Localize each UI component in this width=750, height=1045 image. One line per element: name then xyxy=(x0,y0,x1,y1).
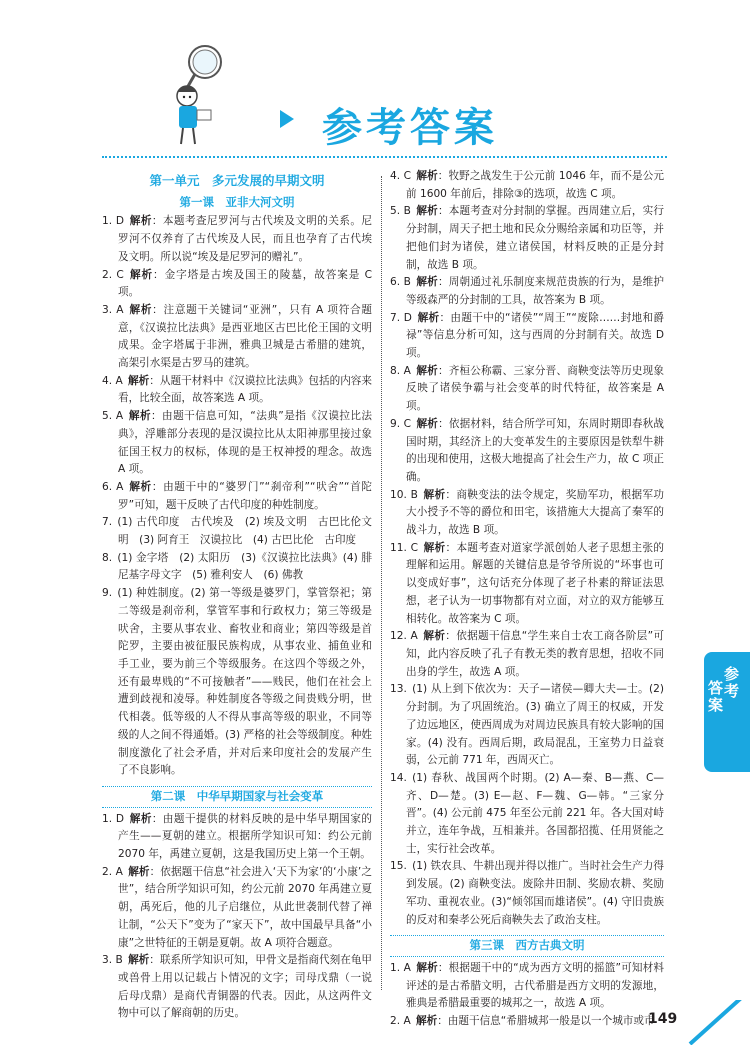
answer-number: 10. B xyxy=(390,488,418,501)
answer-number: 5. A xyxy=(102,410,124,423)
answer-text: 根据题干中的“成为西方文明的摇篮”可知材料评述的是古希腊文明，古代希腊是西方文明的发源地，雅典是希腊最重要的城邦之一，故选 A 项。 xyxy=(406,961,665,1010)
lesson-title: 第一课 亚非大河文明 xyxy=(179,194,295,209)
answer-item xyxy=(390,681,664,770)
analysis-label: 解析 xyxy=(416,417,439,430)
answer-text: 齐桓公称霸、三家分晋、商鞅变法等历史现象反映了诸侯争霸与社会变革的时代特征，故答案是 A 项。 xyxy=(406,364,665,413)
answer-item: 1. A 解析：根据题干中的“成为西方文明的摇篮”可知材料评述的是古希腊文明，古代希腊是西方文明的发源地，雅典是希腊最重要的城邦之一，故选 A 项。 xyxy=(390,961,665,1010)
answer-number: 13. xyxy=(390,683,407,696)
answer-item: 5. B 解析：本题考查对分封制的掌握。西周建立后，实行分封制，周天子把土地和民众分赐给亲属和功臣等，并把他们封为诸侯，建立诸侯国，材料反映的正是分封制，故选 B 项。 xyxy=(390,205,665,271)
answer-item: 5. A 解析：由题干信息可知，“法典”是指《汉谟拉比法典》，浮雕部分表现的是汉谟拉比从太阳神那里接过象征国王权力的权标，体现的是王权神授的理念。故选 A 项。 xyxy=(102,410,373,476)
answer-text: 由题干信息“希腊城邦一般是以一个城市或市 xyxy=(447,1015,655,1028)
answer-number: 6. A xyxy=(102,480,124,493)
analysis-label: 解析 xyxy=(416,170,438,182)
answer-number: 1. A xyxy=(390,961,411,974)
answer-item: 8. A 解析：齐桓公称霸、三家分晋、商鞅变法等历史现象反映了诸侯争霸与社会变革的时代特征，故答案是 A 项。 xyxy=(390,364,665,413)
answer-number: 9. C xyxy=(390,417,412,430)
answer-item: 3. A 解析：注意题干关键词“亚洲”，只有 A 项符合题意，《汉谟拉比法典》是西亚地区古巴比伦王国的文明成果。金字塔属于非洲，雅典卫城是古希腊的建筑，高架引水渠是古罗马的建筑。 xyxy=(102,303,372,370)
answer-number: 14. xyxy=(390,771,407,784)
answer-text: 由题干提供的材料反映的是中华早期国家的产生——夏朝的建立。根据所学知识可知：约公元前 2070 年，禹建立夏朝，这是我国历史上第一个王朝。 xyxy=(118,812,373,861)
answer-item: 3. B 解析：联系所学知识可知，甲骨文是指商代刻在龟甲或兽骨上用以记载占卜情况的文字；司母戊鼎（一说后母戊鼎）是商代青铜器的代表。因此，从这两件文物中可以了解商朝的历史。 xyxy=(102,954,373,1020)
answer-text: 注意题干关键词“亚洲”，只有 A 项符合题意，《汉谟拉比法典》是西亚地区古巴比伦王国的文明成果。金字塔属于非洲，雅典卫城是古希腊的建筑，高架引水渠是古罗马的建筑。 xyxy=(118,303,372,370)
side-tab-label: 参考 xyxy=(724,665,740,700)
answer-item: 4. C 解析：牧野之战发生于公元前 1046 年，而不是公元前 1600 年前后，排除③的选项，故选 C 项。 xyxy=(390,170,665,200)
lesson-title: 第二课 中华早期国家与社会变革 xyxy=(102,786,372,808)
column-divider xyxy=(381,176,382,990)
analysis-label: 解析 xyxy=(416,364,438,377)
answer-text: 本题考查对分封制的掌握。西周建立后，实行分封制，周天子把土地和民众分赐给亲属和功臣等，并把他们封为诸侯，建立诸侯国，材料反映的正是分封制，故选 B 项。 xyxy=(406,205,665,271)
analysis-label: 解析 xyxy=(423,488,446,501)
answer-item: 6. B 解析：周朝通过礼乐制度来规范贵族的行为，是维护等级森严的分封制的工具，故答案为 B 项。 xyxy=(390,276,665,306)
answer-text: (1) 从上到下依次为：天子—诸侯—卿大夫—士。(2) 分封制。为了巩固统治。(3) 确立了周王的权威，开发了边远地区，使西周成为对周边民族具有较大影响的国家。(4) 没有。西周后期，政局混乱，王室势力日益衰弱，公元前 771 年，西周灭亡。 xyxy=(406,683,664,767)
answer-text: 从题干材料中《汉谟拉比法典》包括的内容来看，比较全面，故答案选 A 项。 xyxy=(118,374,373,405)
answer-number: 1. D xyxy=(102,812,125,825)
title-divider xyxy=(102,156,667,158)
mascot-magnifier-illustration xyxy=(163,40,243,150)
answer-number: 2. A xyxy=(102,865,123,878)
answer-item: 6. A 解析：由题干中的“婆罗门”“刹帝利”“吠舍”“首陀罗”可知，题干反映了古代印度的种姓制度。 xyxy=(102,480,373,511)
answer-item: 12. A 解析：依据题干信息“学生来自士农工商各阶层”可知，此内容反映了孔子有教无类的教育思想，招收不同出身的学生，故选 A 项。 xyxy=(390,630,665,678)
answer-number: 15. xyxy=(390,860,407,873)
answer-item: 2. C 解析：金字塔是古埃及国王的陵墓，故答案是 C 项。 xyxy=(102,268,373,299)
answer-text: 本题考查对道家学派创始人老子思想主张的理解和运用。解题的关键信息是爷爷所说的“坏事也可以变成好事”，这句话充分体现了老子朴素的辩证法思想，老子认为一切事物都有对立面，对立的双方能够互相转化。故答案为 C 项。 xyxy=(406,541,665,625)
answer-text: (1) 铁农具、牛耕出现并得以推广。当时社会生产力得到发展。(2) 商鞅变法。废除井田制、奖励农耕、奖励军功、重视农业。(3)“倾邻国而雄诸侯”。(4) 守旧贵族的反对和秦孝公死后商鞅失去了政治支柱。 xyxy=(406,860,664,926)
analysis-label: 解析 xyxy=(128,410,151,423)
answer-item: 1. D 解析：本题考查尼罗河与古代埃及文明的关系。尼罗河不仅养育了古代埃及人民，而且也孕育了古代埃及文明。所以说“埃及是尼罗河的赠礼”。 xyxy=(102,215,373,263)
answer-number: 1. D xyxy=(102,215,125,228)
answer-item xyxy=(390,770,664,859)
answer-number: 3. A xyxy=(102,303,124,316)
answer-number: 5. B xyxy=(390,205,411,218)
analysis-label: 解析 xyxy=(423,630,446,643)
answer-number: 7. xyxy=(102,516,113,529)
answer-number: 3. B xyxy=(102,954,123,967)
answer-text: (1) 金字塔 (2) 太阳历 (3)《汉谟拉比法典》(4) 腓尼基字母文字 (5) 雅利安人 (6) 佛教 xyxy=(117,551,372,582)
answer-text: 由题干中的“诸侯”“周王”“废除……封地和爵禄”等信息分析可知，这与西周的分封制有关。故选 D 项。 xyxy=(406,311,664,360)
answer-item xyxy=(102,514,372,549)
answer-text: 牧野之战发生于公元前 1046 年，而不是公元前 1600 年前后，排除③的选项，故选 C 项。 xyxy=(406,170,665,200)
answer-item xyxy=(102,550,372,585)
page-number: 149 xyxy=(648,1011,678,1027)
left-column xyxy=(102,168,372,1023)
answer-item: 10. B 解析：商鞅变法的法令规定，奖励军功，根据军功大小授予不等的爵位和田宅，该措施大大提高了秦军的战斗力，故选 B 项。 xyxy=(390,488,665,537)
analysis-label: 解析 xyxy=(416,276,438,289)
answer-number: 2. A xyxy=(390,1015,411,1028)
answer-text: 金字塔是古埃及国王的陵墓，故答案是 C 项。 xyxy=(118,268,373,299)
analysis-label: 解析 xyxy=(128,954,150,967)
side-tab-label: 答案 xyxy=(708,679,724,714)
analysis-label: 解析 xyxy=(416,1015,438,1028)
answer-text: 依据题干信息“社会进入‘天下为家’的‘小康’之世”，结合所学知识可知，约公元前 2070 年禹建立夏朝，禹死后，他的儿子启继位，从此世袭制代替了禅让制，“公天下”变为了“家天下”，故中国最早具备“小康”之世特征的王朝是夏朝。故 A 项符合题意。 xyxy=(118,865,372,949)
answer-number: 8. A xyxy=(390,364,411,377)
answer-list xyxy=(102,811,372,1023)
answer-text: (1) 种姓制度。(2) 第一等级是婆罗门，掌管祭祀；第二等级是刹帝利，掌管军事和行政权力；第三等级是吠舍，主要从事农业、畜牧业和商业；第四等级是首陀罗，主要由被征服民族构成，从事农业、捕鱼业和手工业，要为前三个等级服务。在这四个等级之外，还有最卑贱的“不可接触者”——贱民，他们在社会上遭到歧视和凌辱。种姓制度各等级之间贵贱分明，世代相袭。低等级的人不得从事高等级的职业，不同等级的人之间不得通婚。(3) 严格的社会等级制度。种姓制度激化了社会矛盾，并对后来印度社会的发展产生了不良影响。 xyxy=(117,587,372,777)
answer-item: 11. C 解析：本题考查对道家学派创始人老子思想主张的理解和运用。解题的关键信息是爷爷所说的“坏事也可以变成好事”，这句话充分体现了老子朴素的辩证法思想，老子认为一切事物都有对立面，对立的双方能够互相转化。故答案为 C 项。 xyxy=(390,541,665,625)
answer-item xyxy=(390,858,664,929)
right-column xyxy=(390,168,664,1031)
analysis-label: 解析 xyxy=(129,268,154,281)
answer-text: 商鞅变法的法令规定，奖励军功，根据军功大小授予不等的爵位和田宅，该措施大大提高了秦军的战斗力，故选 B 项。 xyxy=(406,488,665,537)
answer-text: 依据材料，结合所学可知，东周时期即春秋战国时期，其经济上的大变革发生的主要原因是铁犁牛耕的出现和使用，这极大地提高了社会生产力，故 C 项正确。 xyxy=(406,417,665,483)
answer-item: 7. D 解析：由题干中的“诸侯”“周王”“废除……封地和爵禄”等信息分析可知，这与西周的分封制有关。故选 D 项。 xyxy=(390,311,664,360)
page-title: 参考答案 xyxy=(322,105,498,151)
title-arrow-icon xyxy=(280,110,294,128)
answer-number: 12. A xyxy=(390,630,418,643)
answer-number: 8. xyxy=(102,551,113,564)
answer-text: 依据题干信息“学生来自士农工商各阶层”可知，此内容反映了孔子有教无类的教育思想，招收不同出身的学生，故选 A 项。 xyxy=(406,630,665,678)
analysis-label: 解析 xyxy=(423,541,446,554)
analysis-label: 解析 xyxy=(128,480,152,493)
analysis-label: 解析 xyxy=(416,961,438,974)
answer-number: 11. C xyxy=(390,541,418,554)
answer-list xyxy=(102,213,372,780)
answer-text: (1) 古代印度 古代埃及 (2) 埃及文明 古巴比伦文明 (3) 阿育王 汉谟拉比 (4) 古巴比伦 古印度 xyxy=(117,516,372,547)
answer-number: 4. A xyxy=(102,374,123,387)
answer-text: 本题考查尼罗河与古代埃及文明的关系。尼罗河不仅养育了古代埃及人民，而且也孕育了古代埃及文明。所以说“埃及是尼罗河的赠礼”。 xyxy=(118,215,373,263)
answer-text: (1) 春秋、战国两个时期。(2) A—秦、B—燕、C—齐、D—楚。(3) E—赵、F—魏、G—韩。“三家分晋”。(4) 公元前 475 年至公元前 221 年。各大国对峙并立，连年争战，互相兼并。各国都招揽、任用贤能之士，实行社会改革。 xyxy=(406,771,664,855)
analysis-label: 解析 xyxy=(416,205,438,218)
answer-text: 联系所学知识可知，甲骨文是指商代刻在龟甲或兽骨上用以记载占卜情况的文字；司母戊鼎（一说后母戊鼎）是商代青铜器的代表。因此，从这两件文物中可以了解商朝的历史。 xyxy=(118,954,373,1020)
analysis-label: 解析 xyxy=(129,812,152,825)
answer-text: 周朝通过礼乐制度来规范贵族的行为，是维护等级森严的分封制的工具，故答案为 B 项。 xyxy=(406,276,665,306)
answer-item: 2. A 解析：依据题干信息“社会进入‘天下为家’的‘小康’之世”，结合所学知识可知，约公元前 2070 年禹建立夏朝，禹死后，他的儿子启继位，从此世袭制代替了禅让制，“公天下”变为了“家天下”，故中国最早具备“小康”之世特征的王朝是夏朝。故 A 项符合题意。 xyxy=(102,865,372,949)
answer-number: 9. xyxy=(102,587,113,600)
analysis-label: 解析 xyxy=(128,303,153,316)
answer-number: 2. C xyxy=(102,268,124,281)
answer-number: 7. D xyxy=(390,311,412,324)
answer-text: 由题干中的“婆罗门”“刹帝利”“吠舍”“首陀罗”可知，题干反映了古代印度的种姓制度。 xyxy=(118,480,373,511)
answer-number: 4. C xyxy=(390,170,411,182)
lesson-title: 第三课 西方古典文明 xyxy=(390,935,664,957)
side-tab xyxy=(704,652,750,772)
answer-item xyxy=(102,585,372,780)
unit-title: 第一单元 多元发展的早期文明 xyxy=(149,173,325,188)
answer-item: 4. A 解析：从题干材料中《汉谟拉比法典》包括的内容来看，比较全面，故答案选 A 项。 xyxy=(102,374,373,405)
analysis-label: 解析 xyxy=(128,374,150,387)
answer-list xyxy=(390,168,664,929)
answer-text: 由题干信息可知，“法典”是指《汉谟拉比法典》，浮雕部分表现的是汉谟拉比从太阳神那里接过象征国王权力的权标，体现的是王权神授的理念。故选 A 项。 xyxy=(118,410,373,476)
answer-number: 6. B xyxy=(390,276,411,289)
answer-item: 9. C 解析：依据材料，结合所学可知，东周时期即春秋战国时期，其经济上的大变革发生的主要原因是铁犁牛耕的出现和使用，这极大地提高了社会生产力，故 C 项正确。 xyxy=(390,417,665,483)
analysis-label: 解析 xyxy=(128,865,150,878)
answer-item: 1. D 解析：由题干提供的材料反映的是中华早期国家的产生——夏朝的建立。根据所学知识可知：约公元前 2070 年，禹建立夏朝，这是我国历史上第一个王朝。 xyxy=(102,812,373,861)
analysis-label: 解析 xyxy=(129,215,152,228)
answer-item: 2. A 解析：由题干信息“希腊城邦一般是以一个城市或市 xyxy=(390,1015,655,1028)
analysis-label: 解析 xyxy=(417,311,440,324)
